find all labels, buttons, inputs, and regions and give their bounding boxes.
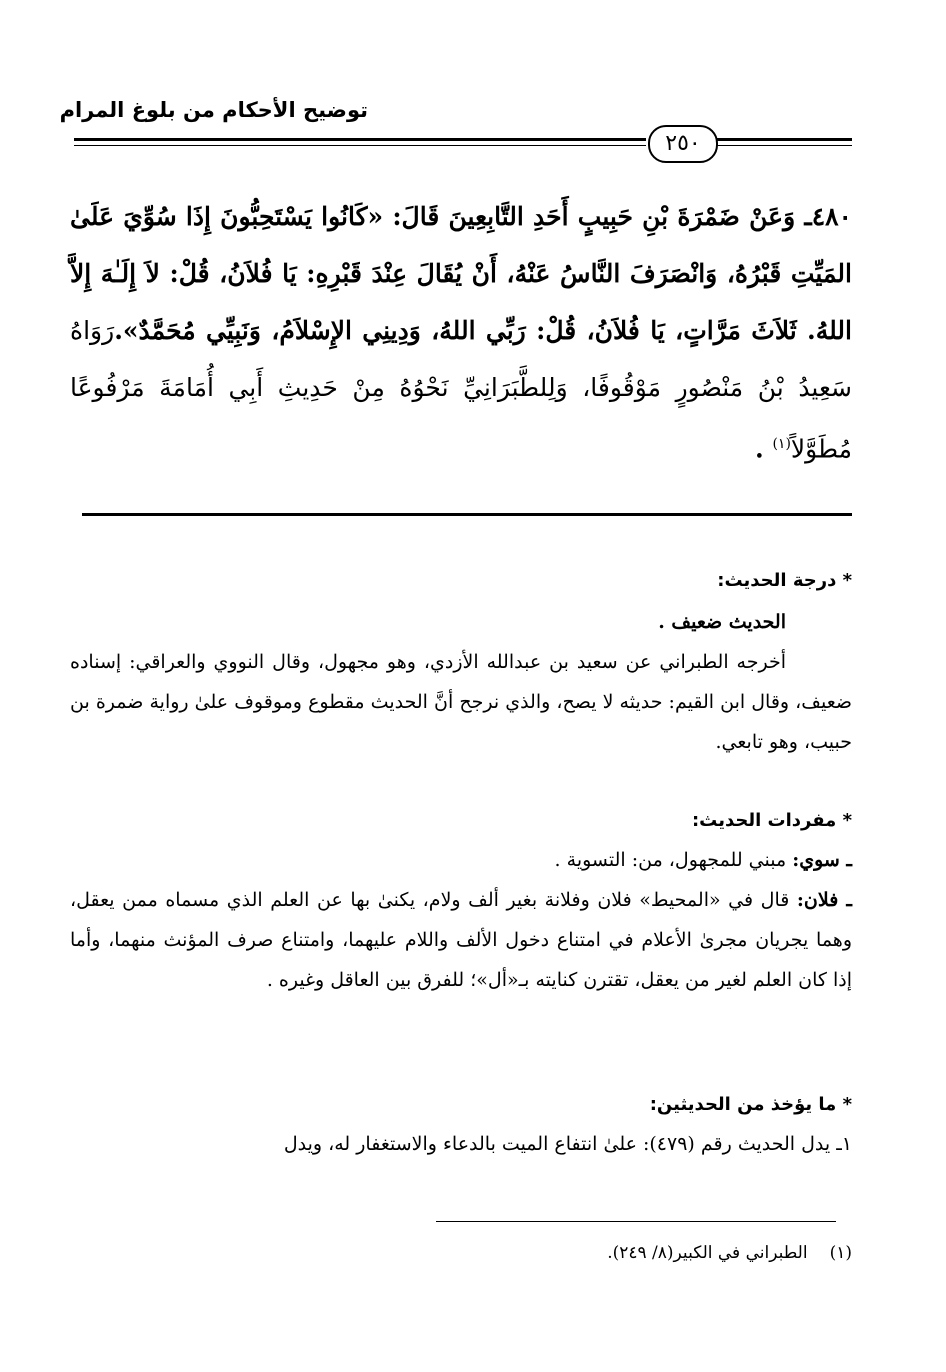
hadith-number: ٤٨٠ [811,202,852,231]
hadith-dash: ـ [804,202,812,231]
page-number: ٢٥٠ [648,125,718,163]
vocabulary-definition: قال في «المحيط» فلان وفلانة بغير ألف ولام، يكنىٰ بها عن العلم الذي مسماه ممن يعقل، وهما يجريان مجرىٰ الأعلام في امتناع دخول الألف واللام عليهما، وامتناع صرف المؤنث منهما، وأما إذا كان العلم لغير من يعقل، تقترن كنايته بـ«أل»؛ للفرق بين العاقل وغيره . [70,889,852,991]
hadith-end: . [755,434,773,464]
hadith-body: وَعَنْ ضَمْرَةَ بْنِ حَبِيبٍ أَحَدِ التَّابِعِينَ قَالَ: «كَانُوا يَسْتَحِبُّونَ إِذَا سُوِّيَ عَلَىٰ المَيِّتِ قَبْرُهُ، وَانْصَرَفَ النَّاسُ عَنْهُ، أَنْ يُقَالَ عِنْدَ قَبْرِهِ: يَا فُلاَنُ، قُلْ: لاَ إِلَـٰهَ إِلاَّ اللهُ. ثَلاَثَ مَرَّاتٍ، يَا فُلاَنُ، قُلْ: رَبِّي اللهُ، وَدِينِي الإِسْلاَمُ، وَنَبِيِّي مُحَمَّدٌ». [70,202,852,345]
vocabulary-heading: * مفردات الحديث: [691,810,852,831]
footnote-marker: (١) [772,436,791,452]
lessons-text: ١ـ يدل الحديث رقم (٤٧٩): علىٰ انتفاع الميت بالدعاء والاستغفار له، ويدل [283,1133,852,1155]
grade-text [70,642,852,762]
footnote [380,1238,852,1268]
vocabulary-section [70,806,852,1000]
vocabulary-term: ـ فلان: [796,889,853,911]
grade-verdict: الحديث ضعيف . [658,611,786,633]
header-rule-left [74,138,646,146]
hadith-text [70,188,852,477]
vocabulary-definition: مبني للمجهول، من: التسوية . [554,849,793,871]
lessons-heading: * ما يؤخذ من الحديثين: [649,1094,852,1115]
footnote-text: الطبراني في الكبير(٨/ ٢٤٩). [607,1243,808,1263]
header-rule-right [716,138,852,146]
vocabulary-item [70,840,852,880]
footnote-rule [436,1221,836,1222]
hadith-source: رَوَاهُ سَعِيدُ بْنُ مَنْصُورٍ مَوْقُوفًا، وَلِلطَّبَرَانِيِّ نَحْوُهُ مِنْ حَدِيثِ أَبِي أُمَامَةَ مَرْفُوعًا مُطَوَّلاً [70,316,852,464]
grade-section [70,566,852,762]
running-title: توضيح الأحكام من بلوغ المرام [59,98,368,122]
grade-heading: * درجة الحديث: [717,570,852,591]
section-divider [82,513,852,516]
lessons-section [70,1090,852,1164]
vocabulary-term: ـ سوي: [792,849,852,871]
vocabulary-item [70,880,852,1000]
footnote-number: (١) [829,1243,852,1263]
grade-text-body: أخرجه الطبراني عن سعيد بن عبدالله الأزدي، وهو مجهول، وقال النووي والعراقي: إسناده ضعيف، وقال ابن القيم: حديثه لا يصح، والذي نرجح أنَّ الحديث مقطوع وموقوف علىٰ رواية ضمرة بن حبيب، وهو تابعي. [70,651,852,753]
